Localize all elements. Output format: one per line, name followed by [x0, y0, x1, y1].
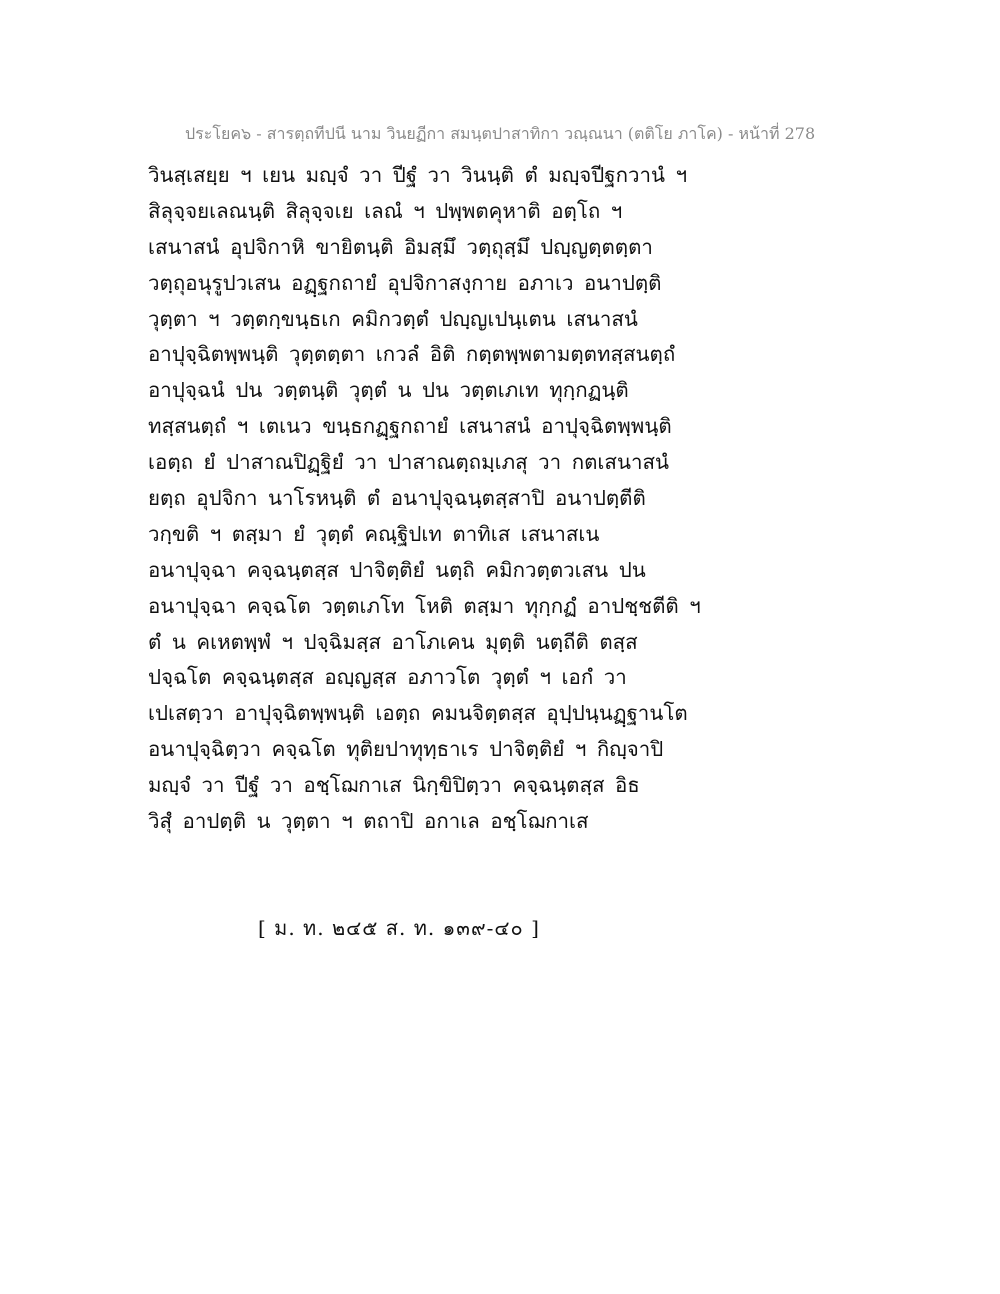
text-line: วิสุํ อาปตฺติ น วุตฺตา ฯ ตถาปิ อกาเล อชฺโฌกาเส: [148, 809, 589, 834]
text-line: ยตฺถ อุปจิกา นาโรหนฺติ ตํ อนาปุจฺฉนฺตสฺสาปิ อนาปตฺตีติ: [148, 486, 646, 511]
text-line: วินสฺเสยฺย ฯ เยน มญฺจํ วา ปีฐํ วา วินนฺติ ตํ มญฺจปีฐกวานํ ฯ: [148, 163, 688, 187]
text-line: อนาปุจฺฉา คจฺฉนฺตสฺส ปาจิตฺติยํ นตฺถิ คมิกวตฺตวเสน ปน: [148, 557, 646, 582]
text-line: อาปุจฺฉิตพฺพนฺติ วุตฺตตฺตา เกวลํ อิติ กตฺตพฺพตามตฺตทสฺสนตฺถํ: [148, 342, 676, 367]
text-line: อาปุจฺฉนํ ปน วตฺตนฺติ วุตฺตํ น ปน วตฺตเภเท ทุกฺกฏนฺติ: [148, 378, 629, 403]
text-line: ตํ น คเหตพฺพํ ฯ ปจฺฉิมสฺส อาโภเคน มุตฺติ นตฺถีติ ตสฺส: [148, 629, 638, 654]
text-line: วตฺถุอนุรูปวเสน อฏฺฐกถายํ อุปจิกาสงฺกาย อภาเว อนาปตฺติ: [148, 270, 662, 295]
text-line: วกฺขติ ฯ ตสฺมา ยํ วุตฺตํ คณฺฐิปเท ตาทิเส เสนาสเน: [148, 521, 600, 546]
text-line: ทสฺสนตฺถํ ฯ เตเนว ขนฺธกฏฺฐกถายํ เสนาสนํ อาปุจฺฉิตพฺพนฺติ: [148, 414, 672, 439]
text-line: อนาปุจฺฉา คจฺฉโต วตฺตเภโท โหติ ตสฺมา ทุกฺกฏํ อาปชฺชตีติ ฯ: [148, 593, 701, 618]
text-line: เอตฺถ ยํ ปาสาณปิฏฺฐิยํ วา ปาสาณตฺถมฺเภสุ วา กตเสนาสนํ: [148, 450, 669, 475]
text-line: วุตฺตา ฯ วตฺตกฺขนฺธเก คมิกวตฺตํ ปญฺญเปนฺเตน เสนาสนํ: [148, 306, 638, 331]
page-header: ประโยค๖ - สารตฺถทีปนี นาม วินยฏีกา สมนฺตปาสาทิกา วณฺณนา (ตติโย ภาโค) - หน้าที่ 278: [185, 124, 816, 143]
text-line: ปจฺฉโต คจฺฉนฺตสฺส อญฺญสฺส อภาวโต วุตฺตํ ฯ เอกํ วา: [148, 665, 627, 690]
body-text: [148, 158, 868, 840]
text-line: อนาปุจฺฉิตฺวา คจฺฉโต ทุติยปาทุทฺธาเร ปาจิตฺติยํ ฯ กิญฺจาปิ: [148, 737, 664, 762]
text-line: มญฺจํ วา ปีฐํ วา อชฺโฌกาเส นิกฺขิปิตฺวา คจฺฉนฺตสฺส อิธ: [148, 773, 640, 798]
text-line: เปเสตฺวา อาปุจฺฉิตพฺพนฺติ เอตฺถ คมนจิตฺตสฺส อุปฺปนฺนฏฺฐานโต: [148, 701, 688, 726]
scripture-reference: [ ม. ท. ๒๔๕ ส. ท. ๑๓๙-๔๐ ]: [258, 916, 540, 940]
text-line: เสนาสนํ อุปจิกาหิ ขายิตนฺติ อิมสฺมึ วตฺถุสฺมึ ปญฺญตฺตตฺตา: [148, 234, 653, 259]
text-line: สิลุจฺจยเลณนฺติ สิลุจฺจเย เลณํ ฯ ปพฺพตคุหาติ อตฺโถ ฯ: [148, 198, 623, 223]
